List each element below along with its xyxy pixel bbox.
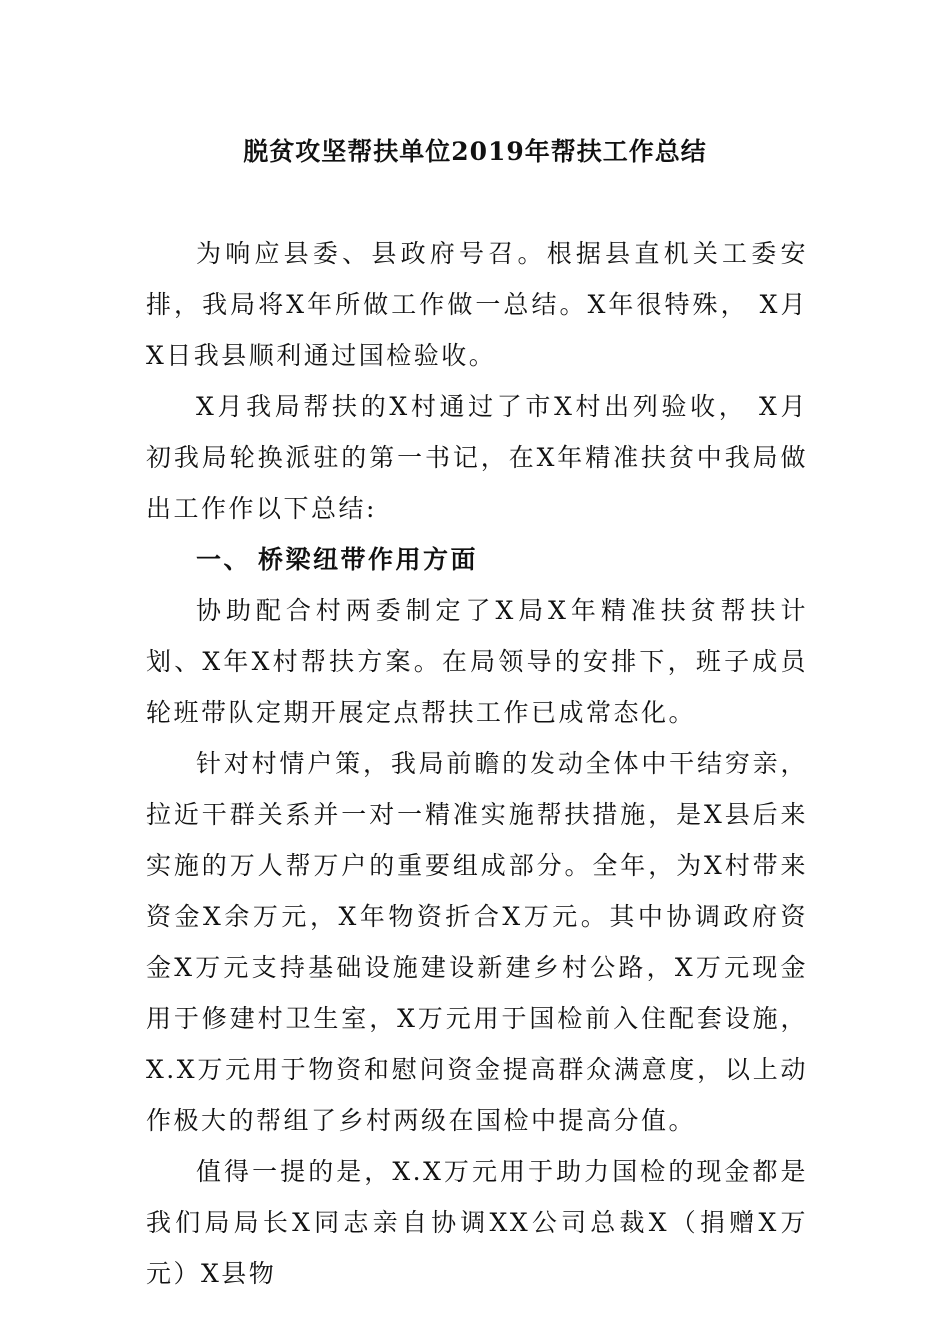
paragraph-notable: 值得一提的是，X.X万元用于助力国检的现金都是我们局局长X同志亲自协调XX公司总裁X（捐赠X万元）X县物 bbox=[146, 1157, 808, 1288]
section-title: 桥梁纽带作用方面 bbox=[258, 545, 479, 574]
paragraph-intro: 为响应县委、县政府号召。根据县直机关工委安排，我局将X年所做工作做一总结。X年很特殊， X月X日我县顺利通过国检验收。 bbox=[146, 239, 808, 370]
paragraph-plan: 协助配合村两委制定了X局X年精准扶贫帮扶计划、X年X村帮扶方案。在局领导的安排下，班子成员轮班带队定期开展定点帮扶工作已成常态化。 bbox=[146, 596, 808, 727]
document-body bbox=[146, 228, 808, 1299]
paragraph-summary-intro: X月我局帮扶的X村通过了市X村出列验收， X月初我局轮换派驻的第一书记，在X年精准扶贫中我局做出工作作以下总结: bbox=[146, 392, 808, 523]
document-title: 脱贫攻坚帮扶单位2019年帮扶工作总结 bbox=[243, 137, 707, 166]
paragraph-funding: 针对村情户策，我局前瞻的发动全体中干结穷亲，拉近干群关系并一对一精准实施帮扶措施，是X县后来实施的万人帮万户的重要组成部分。全年，为X村带来资金X余万元，X年物资折合X万元。其中协调政府资金X万元支持基础设施建设新建乡村公路，X万元现金用于修建村卫生室，X万元用于国检前入住配套设施， X.X万元用于物资和慰问资金提高群众满意度，以上动作极大的帮组了乡村两级在国检中提高分值。 bbox=[146, 749, 808, 1135]
section-heading bbox=[146, 534, 808, 585]
section-number: 一、 bbox=[196, 545, 252, 574]
